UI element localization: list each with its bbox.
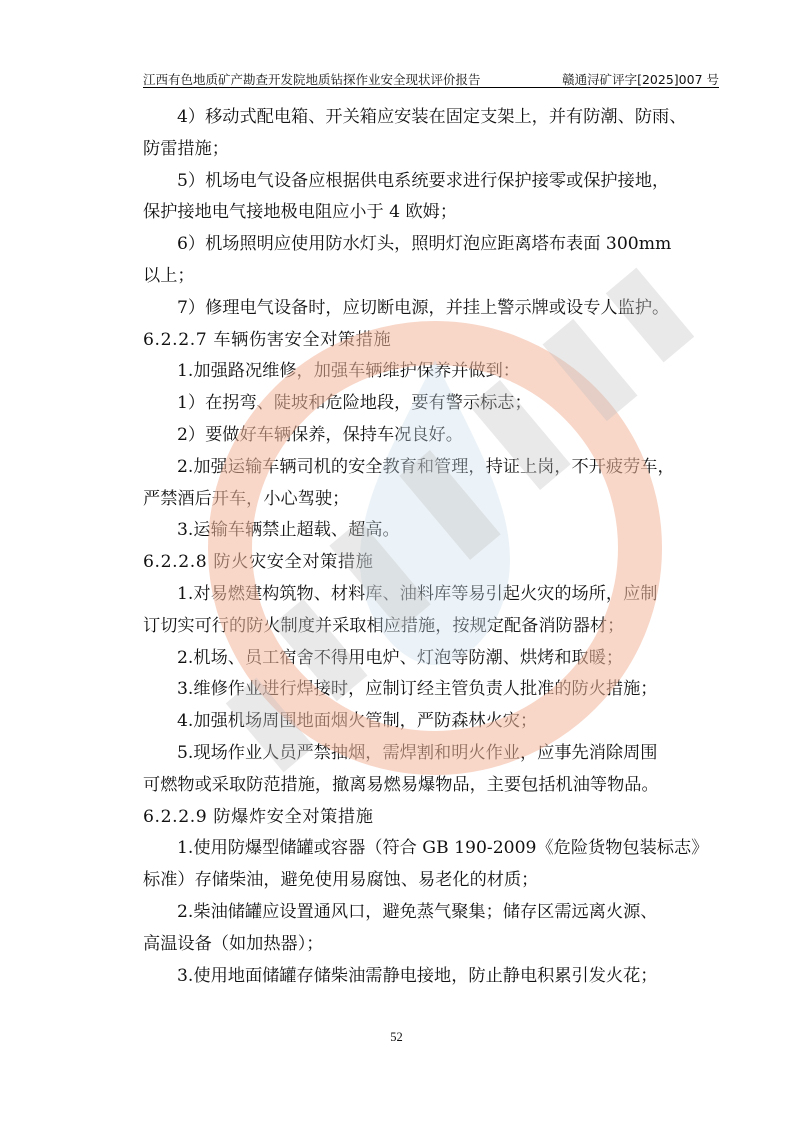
text-line: 2.柴油储罐应设置通风口，避免蒸气聚集；储存区需远离火源、	[177, 901, 658, 922]
text-line: 订切实可行的防火制度并采取相应措施，按规定配备消防器材；	[143, 615, 625, 636]
page-number: 52	[390, 1030, 403, 1044]
text-line: 3.使用地面储罐存储柴油需静电接地，防止静电积累引发火花；	[177, 965, 658, 986]
text-line: 可燃物或采取防范措施，撤离易燃易爆物品，主要包括机油等物品。	[143, 774, 659, 795]
text-line: 防雷措施；	[143, 138, 229, 159]
header-report-number: 赣通浔矿评字[2025]007 号	[562, 72, 719, 87]
text-line: 3.运输车辆禁止超载、超高。	[177, 520, 400, 541]
text-line: 1）在拐弯、陡坡和危险地段，要有警示标志；	[177, 393, 532, 414]
text-line: 2）要做好车辆保养，保持车况良好。	[177, 424, 463, 445]
text-line: 2.加强运输车辆司机的安全教育和管理，持证上岗，不开疲劳车，	[177, 456, 675, 477]
text-line: 严禁酒后开车，小心驾驶；	[143, 488, 350, 509]
page-header	[143, 68, 719, 88]
text-line: 7）修理电气设备时，应切断电源，并挂上警示牌或设专人监护。	[177, 297, 670, 318]
text-line: 高温设备（如加热器）；	[143, 933, 324, 954]
text-line: 标准）存储柴油，避免使用易腐蚀、易老化的材质；	[143, 870, 539, 891]
section-heading: 6.2.2.9 防爆炸安全对策措施	[143, 806, 374, 827]
text-line: 4.加强机场周围地面烟火管制，严防森林火灾；	[177, 711, 538, 732]
section-heading: 6.2.2.7 车辆伤害安全对策措施	[143, 329, 392, 350]
text-line: 1.加强路况维修，加强车辆维护保养并做到：	[177, 361, 520, 382]
text-line: 5.现场作业人员严禁抽烟，需焊割和明火作业，应事先消除周围	[177, 742, 658, 763]
text-line: 6）机场照明应使用防水灯头，照明灯泡应距离塔布表面 300mm	[177, 234, 672, 255]
text-line: 4）移动式配电箱、开关箱应安装在固定支架上，并有防潮、防雨、	[177, 107, 687, 127]
text-line: 1.对易燃建构筑物、材料库、油料库等易引起火灾的场所，应制	[177, 583, 658, 604]
header-report-title: 江西有色地质矿产勘查开发院地质钻探作业安全现状评价报告	[143, 72, 481, 87]
text-line: 5）机场电气设备应根据供电系统要求进行保护接零或保护接地，	[177, 170, 670, 191]
text-line: 1.使用防爆型储罐或容器（符合 GB 190-2009《危险货物包装标志》	[177, 838, 709, 859]
text-line: 2.机场、员工宿舍不得用电炉、灯泡等防潮、烘烤和取暖；	[177, 647, 624, 668]
text-line: 以上；	[143, 265, 195, 286]
text-line: 3.维修作业进行焊接时，应制订经主管负责人批准的防火措施；	[177, 679, 658, 700]
text-line: 保护接地电气接地极电阻应小于 4 欧姆；	[143, 202, 458, 223]
document-body	[143, 102, 719, 992]
header-divider	[143, 87, 719, 88]
section-heading: 6.2.2.8 防火灾安全对策措施	[143, 552, 374, 573]
